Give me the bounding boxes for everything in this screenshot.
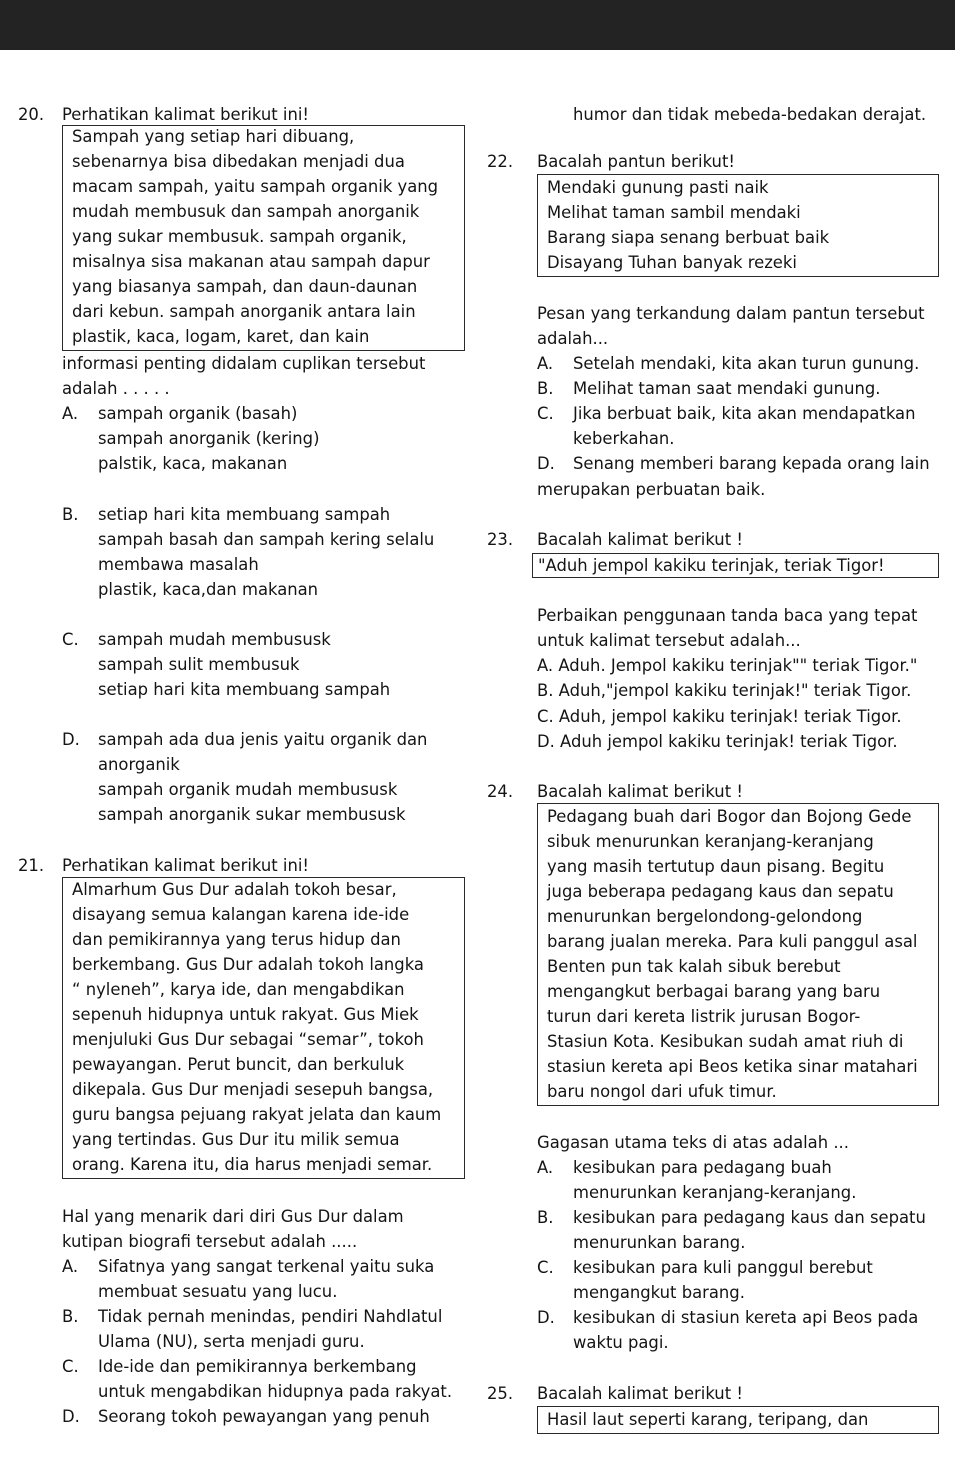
q23-question-line: Perbaikan penggunaan tanda baca yang tepat bbox=[537, 606, 918, 625]
q20-option-a-line[interactable]: sampah anorganik (kering) bbox=[98, 429, 320, 448]
q20-option-d-line[interactable]: sampah ada dua jenis yaitu organik dan bbox=[98, 730, 428, 749]
q20-option-a-line[interactable]: sampah organik (basah) bbox=[98, 404, 298, 423]
q21-option-d-continued[interactable]: humor dan tidak mebeda-bedakan derajat. bbox=[573, 105, 927, 124]
q21-option-b-line[interactable]: Ulama (NU), serta menjadi guru. bbox=[98, 1332, 365, 1351]
q21-prompt: Perhatikan kalimat berikut ini! bbox=[62, 856, 309, 875]
q21-option-b-letter[interactable]: B. bbox=[62, 1307, 79, 1326]
q24-passage-box bbox=[537, 803, 939, 1106]
q20-option-b-line[interactable]: plastik, kaca,dan makanan bbox=[98, 580, 319, 599]
q21-option-c-letter[interactable]: C. bbox=[62, 1357, 79, 1376]
q24-passage-line: stasiun kereta api Beos ketika sinar matahari bbox=[547, 1057, 918, 1076]
q24-option-b-line[interactable]: kesibukan para pedagang kaus dan sepatu bbox=[573, 1208, 926, 1227]
q22-option-c-line[interactable]: Jika berbuat baik, kita akan mendapatkan bbox=[573, 404, 916, 423]
q20-passage-box bbox=[62, 125, 465, 351]
q20-option-c-line[interactable]: sampah mudah membususk bbox=[98, 630, 331, 649]
q21-question-line: Hal yang menarik dari diri Gus Dur dalam bbox=[62, 1207, 404, 1226]
q25-prompt: Bacalah kalimat berikut ! bbox=[537, 1384, 743, 1403]
q20-passage-line: dari kebun. sampah anorganik antara lain bbox=[72, 302, 416, 321]
q25-passage-box bbox=[537, 1406, 939, 1434]
q23-prompt: Bacalah kalimat berikut ! bbox=[537, 530, 743, 549]
q20-passage-line: sebenarnya bisa dibedakan menjadi dua bbox=[72, 152, 405, 171]
q21-passage-line: Almarhum Gus Dur adalah tokoh besar, bbox=[72, 880, 397, 899]
q24-passage-line: barang jualan mereka. Para kuli panggul asal bbox=[547, 932, 918, 951]
q22-option-c-line[interactable]: keberkahan. bbox=[573, 429, 675, 448]
q20-option-a-letter[interactable]: A. bbox=[62, 404, 79, 423]
q24-passage-line: yang masih tertutup daun pisang. Begitu bbox=[547, 857, 885, 876]
q24-passage-line: baru nongol dari ufuk timur. bbox=[547, 1082, 777, 1101]
q21-passage-line: berkembang. Gus Dur adalah tokoh langka bbox=[72, 955, 424, 974]
q20-option-d-letter[interactable]: D. bbox=[62, 730, 80, 749]
q24-option-d-letter[interactable]: D. bbox=[537, 1308, 555, 1327]
q21-passage-line: dan pemikirannya yang terus hidup dan bbox=[72, 930, 401, 949]
q21-option-c-line[interactable]: untuk mengabdikan hidupnya pada rakyat. bbox=[98, 1382, 453, 1401]
q24-option-d-line[interactable]: waktu pagi. bbox=[573, 1333, 669, 1352]
q21-option-a-line[interactable]: membuat sesuatu yang lucu. bbox=[98, 1282, 338, 1301]
q20-option-a-line[interactable]: palstik, kaca, makanan bbox=[98, 454, 288, 473]
q21-option-d-letter[interactable]: D. bbox=[62, 1407, 80, 1426]
q24-passage-line: turun dari kereta listrik jurusan Bogor- bbox=[547, 1007, 861, 1026]
q24-option-b-letter[interactable]: B. bbox=[537, 1208, 554, 1227]
q20-prompt: Perhatikan kalimat berikut ini! bbox=[62, 105, 309, 124]
q22-option-a-letter[interactable]: A. bbox=[537, 354, 554, 373]
q25-number: 25. bbox=[487, 1384, 514, 1403]
q22-option-a-line[interactable]: Setelah mendaki, kita akan turun gunung. bbox=[573, 354, 920, 373]
q21-number: 21. bbox=[18, 856, 45, 875]
q20-passage-line: macam sampah, yaitu sampah organik yang bbox=[72, 177, 439, 196]
q20-question-line: adalah . . . . . bbox=[62, 379, 170, 398]
q23-sentence-box bbox=[532, 553, 939, 578]
q21-passage-line: guru bangsa pejuang rakyat jelata dan kaum bbox=[72, 1105, 442, 1124]
q21-passage-line: menjuluki Gus Dur sebagai “semar”, tokoh bbox=[72, 1030, 424, 1049]
q20-option-d-line[interactable]: anorganik bbox=[98, 755, 180, 774]
q22-pantun-box bbox=[537, 174, 939, 277]
q21-option-b-line[interactable]: Tidak pernah menindas, pendiri Nahdlatul bbox=[98, 1307, 443, 1326]
q22-option-d-letter[interactable]: D. bbox=[537, 454, 555, 473]
q20-option-d-line[interactable]: sampah anorganik sukar membususk bbox=[98, 805, 406, 824]
q20-passage-line: yang sukar membusuk. sampah organik, bbox=[72, 227, 407, 246]
q24-passage-line: sibuk menurunkan keranjang-keranjang bbox=[547, 832, 874, 851]
q24-option-a-line[interactable]: kesibukan para pedagang buah bbox=[573, 1158, 832, 1177]
q20-option-c-line[interactable]: sampah sulit membusuk bbox=[98, 655, 300, 674]
q23-sentence: "Aduh jempol kakiku terinjak, teriak Tigor! bbox=[538, 556, 885, 575]
q21-passage-line: disayang semua kalangan karena ide-ide bbox=[72, 905, 410, 924]
q22-option-d-line[interactable]: merupakan perbuatan baik. bbox=[537, 480, 766, 499]
q24-option-c-line[interactable]: mengangkut barang. bbox=[573, 1283, 745, 1302]
q24-passage-line: Benten pun tak kalah sibuk berebut bbox=[547, 957, 841, 976]
q21-option-d-line[interactable]: Seorang tokoh pewayangan yang penuh bbox=[98, 1407, 430, 1426]
q21-option-a-letter[interactable]: A. bbox=[62, 1257, 79, 1276]
q25-passage-line: Hasil laut seperti karang, teripang, dan bbox=[547, 1410, 869, 1429]
q20-passage-line: yang biasanya sampah, dan daun-daunan bbox=[72, 277, 418, 296]
q20-passage-line: plastik, kaca, logam, karet, dan kain bbox=[72, 327, 370, 346]
q20-number: 20. bbox=[18, 105, 45, 124]
q22-option-b-letter[interactable]: B. bbox=[537, 379, 554, 398]
q23-option-c[interactable]: C. Aduh, jempol kakiku terinjak! teriak Tigor. bbox=[537, 707, 902, 726]
q24-option-d-line[interactable]: kesibukan di stasiun kereta api Beos pada bbox=[573, 1308, 919, 1327]
q24-question-line: Gagasan utama teks di atas adalah ... bbox=[537, 1133, 849, 1152]
q22-option-b-line[interactable]: Melihat taman saat mendaki gunung. bbox=[573, 379, 881, 398]
q21-passage-line: sepenuh hidupnya untuk rakyat. Gus Miek bbox=[72, 1005, 419, 1024]
q21-passage-line: “ nyleneh”, karya ide, dan mengabdikan bbox=[72, 980, 405, 999]
top-dark-bar bbox=[0, 0, 955, 50]
q24-number: 24. bbox=[487, 782, 514, 801]
q23-question-line: untuk kalimat tersebut adalah... bbox=[537, 631, 801, 650]
q21-passage-line: pewayangan. Perut buncit, dan berkuluk bbox=[72, 1055, 405, 1074]
q23-number: 23. bbox=[487, 530, 514, 549]
q24-passage-line: menurunkan bergelondong-gelondong bbox=[547, 907, 863, 926]
q20-option-b-line[interactable]: membawa masalah bbox=[98, 555, 259, 574]
q24-option-c-line[interactable]: kesibukan para kuli panggul berebut bbox=[573, 1258, 873, 1277]
q23-option-a[interactable]: A. Aduh. Jempol kakiku terinjak"" teriak Tigor." bbox=[537, 656, 918, 675]
q21-passage-line: dikepala. Gus Dur menjadi sesepuh bangsa, bbox=[72, 1080, 434, 1099]
q20-option-c-letter[interactable]: C. bbox=[62, 630, 79, 649]
q22-prompt: Bacalah pantun berikut! bbox=[537, 152, 735, 171]
q22-question-line: adalah... bbox=[537, 329, 609, 348]
q20-option-b-line[interactable]: setiap hari kita membuang sampah bbox=[98, 505, 391, 524]
q24-passage-line: juga beberapa pedagang kaus dan sepatu bbox=[547, 882, 894, 901]
q24-prompt: Bacalah kalimat berikut ! bbox=[537, 782, 743, 801]
q21-question-line: kutipan biografi tersebut adalah ..... bbox=[62, 1232, 358, 1251]
q21-passage-box bbox=[62, 877, 465, 1179]
q22-pantun-line: Disayang Tuhan banyak rezeki bbox=[547, 253, 797, 272]
q20-option-d-line[interactable]: sampah organik mudah membususk bbox=[98, 780, 398, 799]
q23-option-d[interactable]: D. Aduh jempol kakiku terinjak! teriak Tigor. bbox=[537, 732, 898, 751]
q24-passage-line: mengangkut berbagai barang yang baru bbox=[547, 982, 881, 1001]
q21-passage-line: orang. Karena itu, dia harus menjadi semar. bbox=[72, 1155, 433, 1174]
q24-passage-line: Pedagang buah dari Bogor dan Bojong Gede bbox=[547, 807, 912, 826]
q22-pantun-line: Melihat taman sambil mendaki bbox=[547, 203, 801, 222]
q24-option-a-letter[interactable]: A. bbox=[537, 1158, 554, 1177]
q22-number: 22. bbox=[487, 152, 514, 171]
q21-option-c-line[interactable]: Ide-ide dan pemikirannya berkembang bbox=[98, 1357, 417, 1376]
q22-question-line: Pesan yang terkandung dalam pantun tersebut bbox=[537, 304, 925, 323]
q21-option-a-line[interactable]: Sifatnya yang sangat terkenal yaitu suka bbox=[98, 1257, 435, 1276]
q20-option-b-letter[interactable]: B. bbox=[62, 505, 79, 524]
q21-passage-line: yang tertindas. Gus Dur itu milik semua bbox=[72, 1130, 400, 1149]
q20-question-line: informasi penting didalam cuplikan tersebut bbox=[62, 354, 426, 373]
q23-option-b[interactable]: B. Aduh,"jempol kakiku terinjak!" teriak Tigor. bbox=[537, 681, 912, 700]
q22-option-d-line[interactable]: Senang memberi barang kepada orang lain bbox=[573, 454, 930, 473]
q20-option-c-line[interactable]: setiap hari kita membuang sampah bbox=[98, 680, 391, 699]
q20-option-b-line[interactable]: sampah basah dan sampah kering selalu bbox=[98, 530, 435, 549]
q20-passage-line: misalnya sisa makanan atau sampah dapur bbox=[72, 252, 430, 271]
q20-passage-line: mudah membusuk dan sampah anorganik bbox=[72, 202, 420, 221]
q24-option-c-letter[interactable]: C. bbox=[537, 1258, 554, 1277]
q20-passage-line: Sampah yang setiap hari dibuang, bbox=[72, 127, 355, 146]
q24-passage-line: Stasiun Kota. Kesibukan sudah amat riuh di bbox=[547, 1032, 904, 1051]
q24-option-b-line[interactable]: menurunkan barang. bbox=[573, 1233, 746, 1252]
q22-option-c-letter[interactable]: C. bbox=[537, 404, 554, 423]
q22-pantun-line: Barang siapa senang berbuat baik bbox=[547, 228, 830, 247]
q24-option-a-line[interactable]: menurunkan keranjang-keranjang. bbox=[573, 1183, 857, 1202]
q22-pantun-line: Mendaki gunung pasti naik bbox=[547, 178, 769, 197]
